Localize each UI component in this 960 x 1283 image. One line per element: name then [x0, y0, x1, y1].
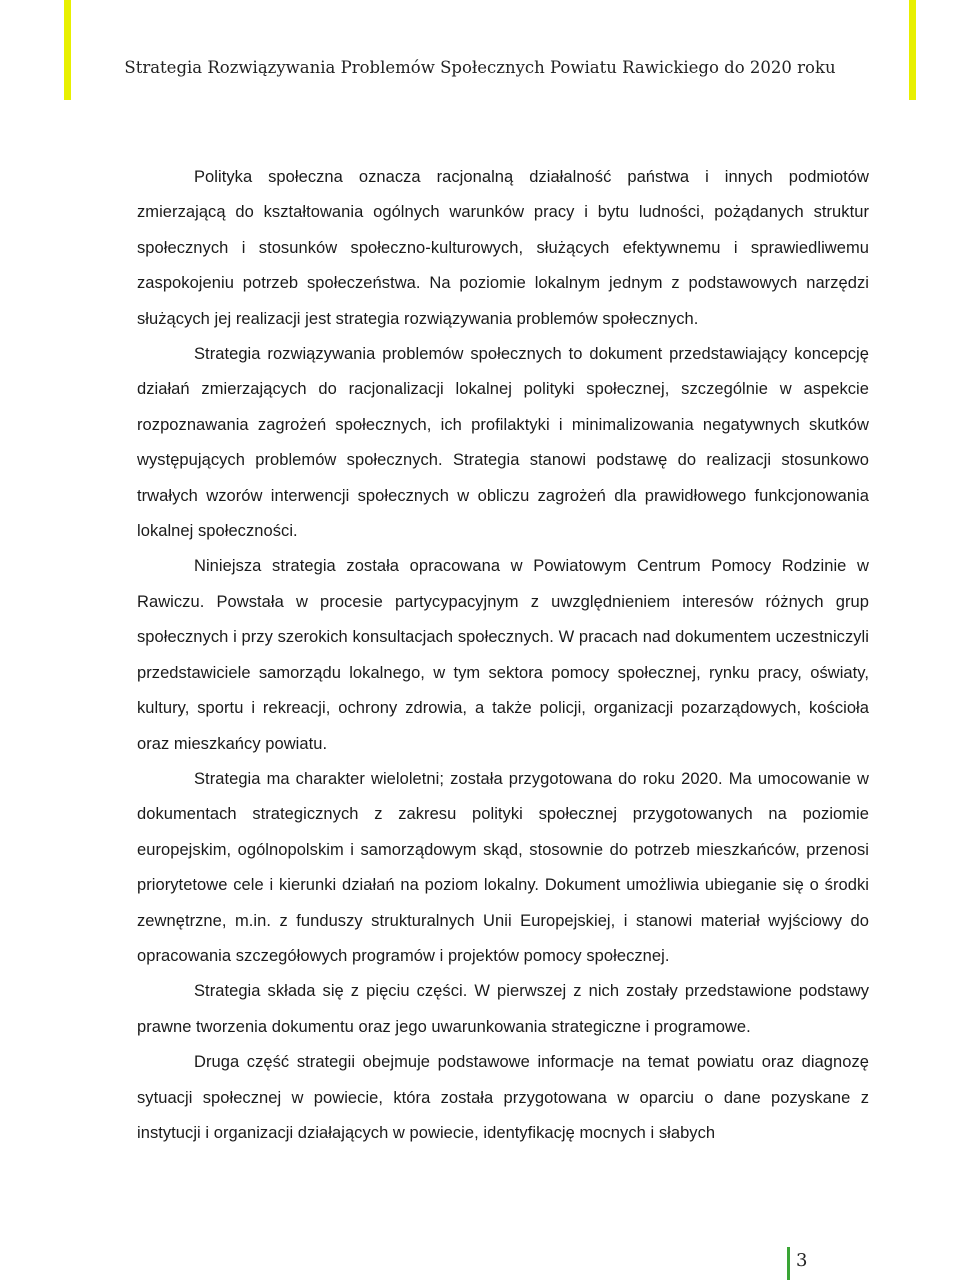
running-header: Strategia Rozwiązywania Problemów Społecznych Powiatu Rawickiego do 2020 roku: [124, 58, 836, 77]
paragraph-5: Strategia składa się z pięciu części. W pierwszej z nich zostały przedstawione podstawy prawne tworzenia dokumentu oraz jego uwarunkowania strategiczne i programowe.: [137, 982, 869, 1036]
header-accent-bar-right: [909, 0, 916, 100]
document-body: [137, 160, 869, 1151]
paragraph-4: Strategia ma charakter wieloletni; została przygotowana do roku 2020. Ma umocowanie w dokumentach strategicznych z zakresu polityki społecznej przygotowanych na poziomie europejskim, ogólnopolskim i samorządowym skąd, stosownie do potrzeb mieszkańców, przenosi priorytetowe cele i kierunki działań na poziom lokalny. Dokument umożliwia ubieganie się o środki zewnętrzne, m.in. z funduszy strukturalnych Unii Europejskiej, i stanowi materiał wyjściowy do opracowania szczegółowych programów i projektów pomocy społecznej.: [137, 769, 869, 965]
paragraph-6: Druga część strategii obejmuje podstawowe informacje na temat powiatu oraz diagnozę sytuacji społecznej w powiecie, która została przygotowana w oparciu o dane pozyskane z instytucji i organizacji działających w powiecie, identyfikację mocnych i słabych: [137, 1053, 869, 1142]
header-accent-bar-left: [64, 0, 71, 100]
paragraph-2: Strategia rozwiązywania problemów społecznych to dokument przedstawiający koncepcję działań zmierzających do racjonalizacji lokalnej polityki społecznej, szczególnie w aspekcie rozpoznawania zagrożeń społecznych, ich profilaktyki i minimalizowania negatywnych skutków występujących problemów społecznych. Strategia stanowi podstawę do realizacji stosunkowo trwałych wzorów interwencji społecznych w obliczu zagrożeń dla prawidłowego funkcjonowania lokalnej społeczności.: [137, 345, 869, 541]
page-number: 3: [796, 1250, 808, 1271]
paragraph-3: Niniejsza strategia została opracowana w Powiatowym Centrum Pomocy Rodzinie w Rawiczu. Powstała w procesie partycypacyjnym z uwzględnieniem interesów różnych grup społecznych i przy szerokich konsultacjach społecznych. W pracach nad dokumentem uczestniczyli przedstawiciele samorządu lokalnego, w tym sektora pomocy społecznej, rynku pracy, oświaty, kultury, sportu i rekreacji, ochrony zdrowia, a także policji, organizacji pozarządowych, kościoła oraz mieszkańcy powiatu.: [137, 557, 869, 753]
paragraph-1: Polityka społeczna oznacza racjonalną działalność państwa i innych podmiotów zmierzającą do kształtowania ogólnych warunków pracy i bytu ludności, pożądanych struktur społecznych i stosunków społeczno-kulturowych, służących efektywnemu i sprawiedliwemu zaspokojeniu potrzeb społeczeństwa. Na poziomie lokalnym jednym z podstawowych narzędzi służących jej realizacji jest strategia rozwiązywania problemów społecznych.: [137, 168, 869, 328]
page-number-marker: [787, 1247, 790, 1280]
